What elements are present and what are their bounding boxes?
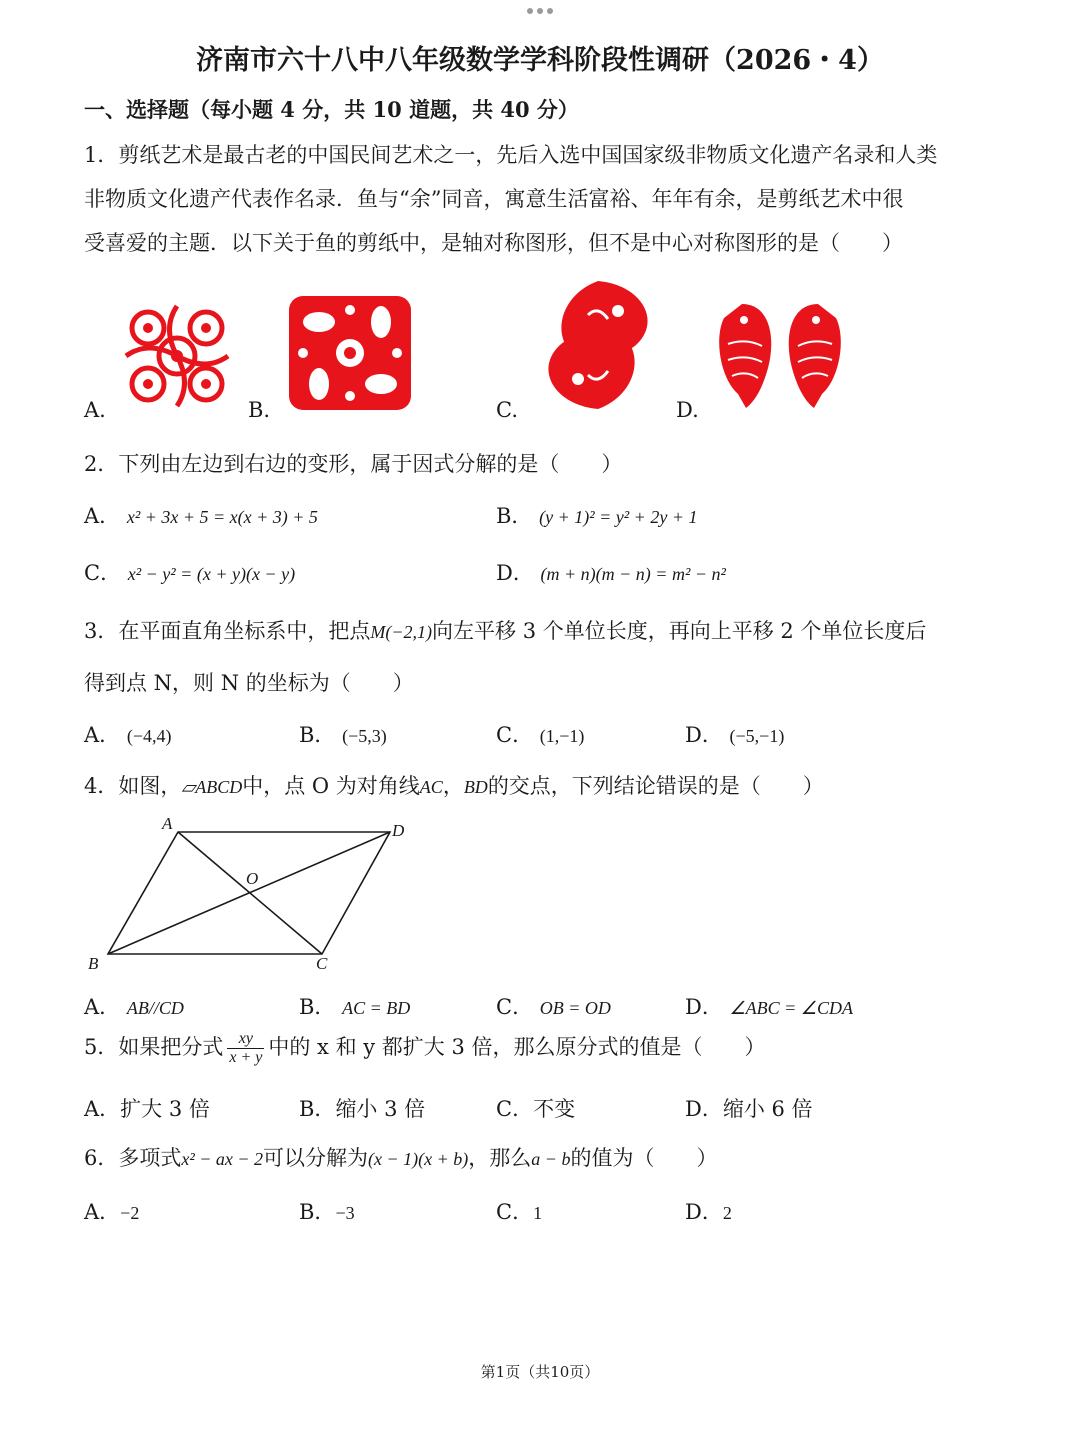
q2-option-c[interactable]: [84, 557, 295, 587]
q6-option-c-text: 1: [533, 1203, 543, 1223]
q2-option-d-text: (m + n)(m − n) = m² − n²: [540, 564, 726, 584]
q4-shape: ▱ABCD: [181, 777, 243, 797]
q4-sep: ，: [442, 774, 464, 798]
q5-option-a-label: A．: [84, 1097, 121, 1121]
q5-option-b-label: B．: [299, 1097, 336, 1121]
papercut-a-image: [118, 300, 236, 412]
q4-option-b-text: AC = BD: [342, 998, 411, 1018]
figure-label-b: B: [88, 954, 99, 972]
q3-line1-pre: 3．在平面直角坐标系中，把点: [84, 619, 371, 643]
q3-option-c-text: (1,−1): [539, 726, 585, 746]
q6-stem-mid: 可以分解为: [263, 1146, 369, 1170]
q6-option-a-label: A．: [84, 1200, 121, 1224]
q3-point-m: M(−2,1): [370, 622, 433, 642]
q6-expression: a − b: [531, 1149, 571, 1169]
q5-frac-den: x + y: [229, 1049, 263, 1066]
q2-option-a-text: x² + 3x + 5 = x(x + 3) + 5: [126, 507, 318, 527]
q3-option-a-label: A．: [84, 723, 121, 747]
q6-option-d-text: 2: [722, 1203, 732, 1223]
page-title: 济南市六十八中八年级数学学科阶段性调研（2026・4）: [196, 45, 884, 76]
q4-option-d[interactable]: [685, 991, 853, 1021]
q3-option-b-text: (−5,3): [342, 726, 387, 746]
q5-stem-post: 中的 x 和 y 都扩大 3 倍，那么原分式的值是（ ）: [268, 1035, 766, 1059]
q4-option-d-label: D．: [685, 995, 723, 1019]
q6-option-c[interactable]: [496, 1196, 542, 1226]
q6-option-d[interactable]: [685, 1196, 732, 1226]
q3-line1-post: 向左平移 3 个单位长度，再向上平移 2 个单位长度后: [432, 619, 927, 643]
q1-option-a[interactable]: A.: [84, 398, 106, 422]
q5-stem: [84, 1030, 766, 1067]
q1-option-b[interactable]: B.: [248, 398, 271, 422]
section-heading: 一、选择题（每小题 4 分，共 10 道题，共 40 分）: [84, 97, 579, 122]
q3-option-a-text: (−4,4): [126, 726, 172, 746]
q2-option-a-label: A．: [84, 504, 121, 528]
q4-stem-mid: 中，点 O 为对角线: [242, 774, 420, 798]
q3-option-b-label: B．: [299, 723, 336, 747]
papercut-b-image: [285, 292, 415, 414]
q5-option-a[interactable]: [84, 1093, 210, 1123]
q4-diag-bd: BD: [463, 777, 488, 797]
q6-option-a[interactable]: [84, 1196, 139, 1226]
q4-option-c-text: OB = OD: [539, 998, 611, 1018]
q5-option-c[interactable]: [496, 1093, 575, 1123]
q3-option-c[interactable]: [496, 719, 584, 749]
q6-polynomial: x² − ax − 2: [181, 1149, 264, 1169]
q3-option-a[interactable]: [84, 719, 172, 749]
q5-option-b-text: 缩小 3 倍: [335, 1097, 426, 1121]
q4-option-c[interactable]: [496, 991, 611, 1021]
figure-label-c: C: [316, 954, 328, 972]
q2-option-d-label: D．: [496, 561, 534, 585]
q5-option-d-text: 缩小 6 倍: [722, 1097, 813, 1121]
parallelogram-figure: [84, 812, 424, 972]
figure-label-a: A: [162, 814, 173, 833]
q2-option-b[interactable]: [496, 500, 697, 530]
q3-line1: [84, 615, 926, 645]
papercut-d-image: [710, 298, 850, 414]
q4-option-a[interactable]: [84, 991, 184, 1021]
q3-option-d[interactable]: [685, 719, 784, 749]
q3-option-d-text: (−5,−1): [729, 726, 785, 746]
q2-stem: 2．下列由左边到右边的变形，属于因式分解的是（ ）: [84, 452, 623, 476]
q4-option-b-label: B．: [299, 995, 336, 1019]
figure-label-d: D: [392, 821, 405, 840]
q6-factor: (x − 1)(x + b): [368, 1149, 469, 1169]
q4-option-d-text: ∠ABC = ∠CDA: [729, 998, 853, 1018]
q2-option-a[interactable]: [84, 500, 318, 530]
more-dots-icon[interactable]: [520, 4, 560, 18]
papercut-c-image: [532, 275, 664, 415]
q2-option-c-label: C．: [84, 561, 122, 585]
q6-stem: [84, 1142, 717, 1172]
q1-line2: 非物质文化遗产代表作名录．鱼与“余”同音，寓意生活富裕、年年有余，是剪纸艺术中很: [84, 187, 904, 211]
q4-option-b[interactable]: [299, 991, 410, 1021]
q3-option-c-label: C．: [496, 723, 534, 747]
figure-label-o: O: [246, 869, 259, 888]
q4-option-a-label: A．: [84, 995, 121, 1019]
q6-stem-mid2: ，那么: [468, 1146, 532, 1170]
q5-option-b[interactable]: [299, 1093, 425, 1123]
q1-option-c[interactable]: C.: [496, 398, 518, 422]
q2-option-b-text: (y + 1)² = y² + 2y + 1: [539, 507, 698, 527]
q2-option-c-text: x² − y² = (x + y)(x − y): [127, 564, 296, 584]
q6-option-b-text: −3: [335, 1203, 355, 1223]
q6-stem-post: 的值为（ ）: [570, 1146, 718, 1170]
q4-diag-ac: AC: [419, 777, 443, 797]
q3-option-d-label: D．: [685, 723, 723, 747]
q4-stem: [84, 770, 824, 800]
q1-line3: 受喜爱的主题．以下关于鱼的剪纸中，是轴对称图形，但不是中心对称图形的是（ ）: [84, 231, 903, 255]
q4-option-c-label: C．: [496, 995, 534, 1019]
q2-option-b-label: B．: [496, 504, 533, 528]
q4-stem-post: 的交点，下列结论错误的是（ ）: [487, 774, 824, 798]
q5-fraction: [227, 1030, 264, 1067]
q5-option-d-label: D．: [685, 1097, 723, 1121]
q5-option-c-label: C．: [496, 1097, 534, 1121]
q5-option-a-text: 扩大 3 倍: [120, 1097, 210, 1121]
q6-option-b[interactable]: [299, 1196, 355, 1226]
q6-option-a-text: −2: [120, 1203, 140, 1223]
q6-option-c-label: C．: [496, 1200, 534, 1224]
q1-line1: 1．剪纸艺术是最古老的中国民间艺术之一，先后入选中国国家级非物质文化遗产名录和人类: [84, 143, 938, 167]
q3-option-b[interactable]: [299, 719, 387, 749]
q6-option-b-label: B．: [299, 1200, 336, 1224]
q5-stem-pre: 5．如果把分式: [84, 1035, 224, 1059]
q5-option-c-text: 不变: [533, 1097, 576, 1121]
q4-option-a-text: AB//CD: [126, 998, 184, 1018]
q4-stem-pre: 4．如图，: [84, 774, 182, 798]
q6-stem-pre: 6．多项式: [84, 1146, 182, 1170]
q5-option-d[interactable]: [685, 1093, 813, 1123]
q6-option-d-label: D．: [685, 1200, 723, 1224]
page-footer: 第1页（共10页）: [480, 1363, 600, 1381]
q3-line2: 得到点 N，则 N 的坐标为（ ）: [84, 671, 414, 695]
q5-frac-num: xy: [227, 1030, 264, 1049]
q2-option-d[interactable]: [496, 557, 726, 587]
q1-option-d[interactable]: D.: [676, 398, 699, 422]
